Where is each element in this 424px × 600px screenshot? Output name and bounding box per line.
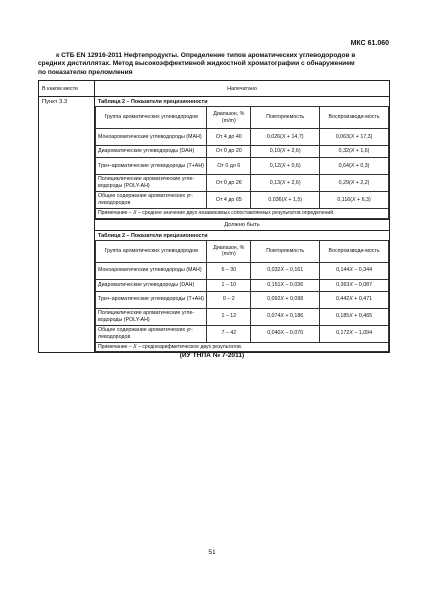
reproducibility-cell: 0,442X + 0,471 (320, 291, 389, 308)
range-cell: 1 – 12 (207, 308, 251, 325)
reproducibility-cell: 0,144X – 0,344 (320, 262, 389, 279)
table-header-row (96, 107, 389, 129)
table-header-row (96, 240, 389, 262)
repeatability-cell: 0,13(X + 2,6) (251, 175, 320, 192)
table-row (96, 291, 389, 308)
amendment-reference: (ИУ ТНПА № 7-2011) (179, 352, 245, 359)
table-row (96, 262, 389, 279)
group-cell: Общее содержание ароматических уг-леводородов (96, 325, 207, 342)
range-cell: 1 – 10 (207, 279, 251, 291)
table-row (96, 129, 389, 146)
corrected-table-title: Таблица 2 – Показатели прецизионности (98, 232, 208, 239)
document-heading (38, 52, 390, 77)
table-note-row (96, 342, 389, 352)
reproducibility-cell: 0,172X – 1,094 (320, 325, 389, 342)
repeatability-cell: 0,12(X + 0,6) (251, 158, 320, 175)
range-cell: От 0 до 6 (207, 158, 251, 175)
heading-line-2: средних дистиллятах. Метод высокоэффективной жидкостной хроматографии с обнаружением (38, 60, 355, 68)
header-range: Диапазон, % (m/m) (207, 107, 251, 129)
table-row (96, 308, 389, 325)
group-cell: Полициклические ароматические угле-водороды (POLY-AH) (96, 175, 207, 192)
header-group: Группа ароматических углеводородов (96, 240, 207, 262)
location-cell: Пункт 3.3 (39, 97, 95, 353)
header-group: Группа ароматических углеводородов (96, 107, 207, 129)
table-row (96, 279, 389, 291)
group-cell: Диароматические углеводороды (DAH) (96, 146, 207, 158)
reproducibility-cell: 0,063(X + 17,3) (320, 129, 389, 146)
page-number: 51 (208, 549, 216, 556)
corrected-content (95, 230, 390, 353)
repeatability-cell: 0,074X + 0,186 (251, 308, 320, 325)
header-range: Диапазон, % (m/m) (207, 240, 251, 262)
repeatability-cell: 0,092X + 0,098 (251, 291, 320, 308)
reproducibility-cell: 0,116(X + 6,3) (320, 192, 389, 209)
table-note: Примечание – X – среднеарифметическое двух результатов. (96, 342, 389, 352)
reproducibility-cell: 0,32(X + 1,6) (320, 146, 389, 158)
header-repeatability: Повторяемость (251, 107, 320, 129)
table-note: Примечание – X – среднее значение двух независимых сопоставляемых результатов определений. (96, 209, 389, 219)
header-reproducibility: Воспроизводи-мость (320, 107, 389, 129)
amendment-table (38, 80, 390, 353)
table-row (96, 158, 389, 175)
repeatability-cell: 0,151X – 0,036 (251, 279, 320, 291)
group-cell: Моноароматические углеводороды (MAH) (96, 129, 207, 146)
range-cell: 7 – 42 (207, 325, 251, 342)
repeatability-cell: 0,040X – 0,070 (251, 325, 320, 342)
repeatability-cell: 0,10(X + 2,6) (251, 146, 320, 158)
range-cell: От 4 до 40 (207, 129, 251, 146)
printed-content (95, 97, 390, 220)
range-cell: От 4 до 65 (207, 192, 251, 209)
printed-precision-table (95, 106, 389, 219)
range-cell: 6 – 30 (207, 262, 251, 279)
should-be-label: Должно быть (95, 219, 390, 230)
table-row (96, 175, 389, 192)
table-row (96, 192, 389, 209)
range-cell: От 0 до 20 (207, 146, 251, 158)
repeatability-cell: 0,032X – 0,161 (251, 262, 320, 279)
table-row (96, 146, 389, 158)
reproducibility-cell: 0,64(X + 0,3) (320, 158, 389, 175)
table-row (96, 325, 389, 342)
reproducibility-cell: 0,29(X + 2,2) (320, 175, 389, 192)
header-reproducibility: Воспроизводи-мость (320, 240, 389, 262)
table-note-row (96, 209, 389, 219)
group-cell: Диароматические углеводороды (DAH) (96, 279, 207, 291)
column-header-printed: Напечатано (95, 81, 390, 97)
range-cell: 0 – 2 (207, 291, 251, 308)
range-cell: От 0 до 26 (207, 175, 251, 192)
column-header-where: В каком месте (39, 81, 95, 97)
printed-table-title: Таблица 2 – Показатели прецизионности (98, 99, 208, 105)
group-cell: Моноароматические углеводороды (MAH) (96, 262, 207, 279)
repeatability-cell: 0,026(X + 14,7) (251, 129, 320, 146)
group-cell: Три+-ароматические углеводороды (T+AH) (96, 291, 207, 308)
reproducibility-cell: 0,363X – 0,087 (320, 279, 389, 291)
group-cell: Полициклические ароматические угле-водороды (POLY-AH) (96, 308, 207, 325)
document-code: МКС 61.060 (350, 40, 389, 47)
repeatability-cell: 0,036(X + 1,5) (251, 192, 320, 209)
reproducibility-cell: 0,185X + 0,465 (320, 308, 389, 325)
group-cell: Общее содержание ароматических уг-леводородов (96, 192, 207, 209)
corrected-precision-table (95, 240, 389, 353)
heading-line-1: к СТБ EN 12916-2011 Нефтепродукты. Определение типов ароматических углеводородов в (56, 52, 356, 59)
heading-line-3: по показателю преломления (38, 68, 133, 76)
group-cell: Три+-ароматические углеводороды (T+AH) (96, 158, 207, 175)
header-repeatability: Повторяемость (251, 240, 320, 262)
